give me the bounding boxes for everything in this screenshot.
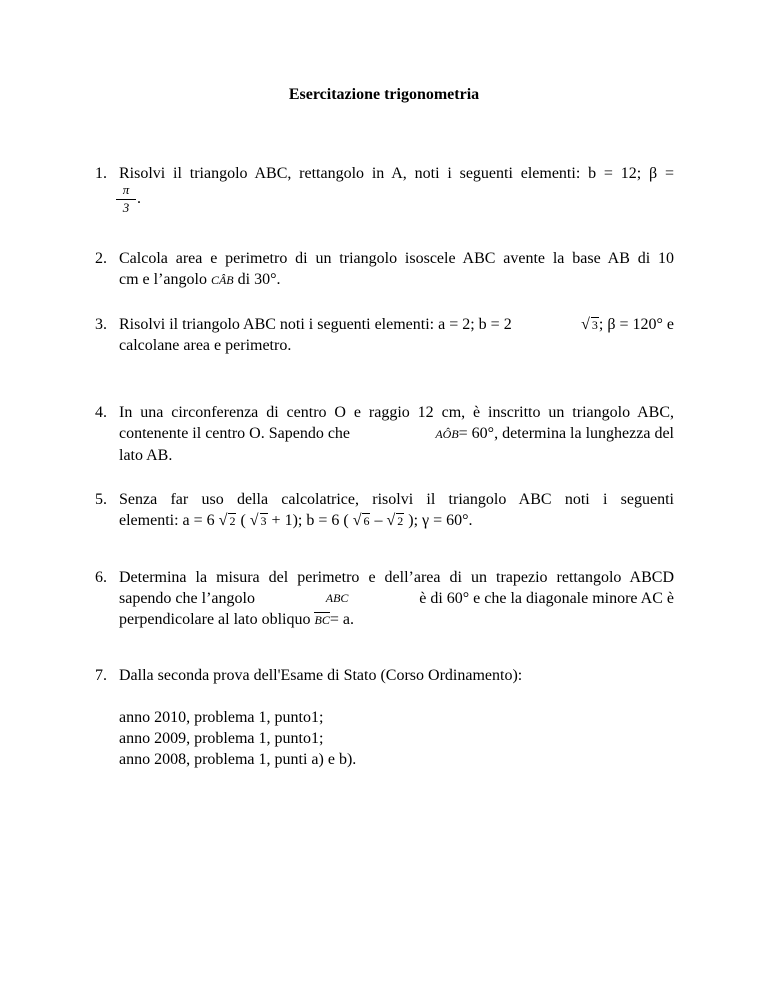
- exercise-text: calcolane area e perimetro.: [119, 337, 292, 354]
- exercise-7: [95, 665, 674, 770]
- exercise-number: 6.: [95, 569, 107, 586]
- list-item: anno 2010, problema 1, punto1;: [119, 709, 324, 726]
- angle-aob: AÔB: [435, 427, 459, 441]
- exercise-text: Risolvi il triangolo ABC, rettangolo in A, noti i seguenti elementi: b = 12; β =: [119, 165, 674, 182]
- exercise-text: Determina la misura del perimetro e dell’area di un trapezio rettangolo ABCD: [119, 569, 674, 586]
- exercise-text: cm e l’angolo: [119, 271, 207, 288]
- minus-sign: –: [374, 512, 383, 529]
- exercise-number: 4.: [95, 404, 107, 421]
- segment-bc: BC: [314, 613, 330, 627]
- exercise-text: + 1); b = 6 (: [271, 512, 349, 529]
- exercise-text: sapendo che l’angolo: [119, 590, 255, 607]
- exercise-4: [95, 402, 674, 466]
- exercise-text: lato AB.: [119, 447, 173, 464]
- exercise-text: Senza far uso della calcolatrice, risolvi il triangolo ABC noti i seguenti: [119, 491, 674, 508]
- sqrt-3: 3: [260, 514, 267, 528]
- exercise-number: 1.: [95, 165, 107, 182]
- fraction-denominator: 3: [122, 200, 130, 215]
- exercise-text: In una circonferenza di centro O e raggio 12 cm, è inscritto un triangolo ABC,: [119, 404, 674, 421]
- fraction-numerator: π: [122, 182, 130, 197]
- exercise-text: ; β = 120° e: [598, 316, 674, 333]
- sqrt-6: 6: [363, 514, 370, 528]
- exercise-text: Calcola area e perimetro di un triangolo isoscele ABC avente la base AB di 10: [119, 250, 674, 267]
- angle-abc: ABC: [325, 591, 349, 605]
- exercise-2: [95, 248, 674, 291]
- page-title: Esercitazione trigonometria: [288, 86, 480, 103]
- exercise-6: [95, 567, 674, 631]
- exercise-text: = a.: [329, 611, 354, 628]
- angle-cab: CÂB: [210, 273, 234, 287]
- exercise-text: perpendicolare al lato obliquo: [119, 611, 311, 628]
- exercise-text: è di 60° e che la diagonale minore AC è: [419, 590, 674, 607]
- sqrt-2: 2: [229, 514, 236, 528]
- fraction-tail: .: [137, 190, 141, 207]
- exercise-number: 2.: [95, 250, 107, 267]
- sqrt-2: 2: [397, 514, 404, 528]
- exercise-text: = 60°, determina la lunghezza del: [458, 425, 674, 442]
- exercise-number: 3.: [95, 316, 107, 333]
- exercise-5: 5. Senza far uso della calcolatrice, risolvi il triangolo ABC noti i seguenti elementi: a = 6 √ 2 ( √ 3 + 1); b = 6 ( √ 6 – √ 2 ); γ = 60°.: [95, 491, 674, 529]
- exercise-number: 5.: [95, 491, 107, 508]
- fraction-pi-over-3: [116, 182, 136, 216]
- exercise-text: elementi: a = 6: [119, 512, 215, 529]
- exercise-text: contenente il centro O. Sapendo che: [119, 425, 351, 442]
- exam-references: [119, 707, 674, 770]
- exercise-text: di 30°.: [237, 271, 281, 288]
- exercise-1: [95, 163, 674, 184]
- exercise-text: ); γ = 60°.: [408, 512, 473, 529]
- sqrt-3: 3: [591, 318, 598, 332]
- exercise-number: 7.: [95, 667, 107, 684]
- exercise-3: 3. Risolvi il triangolo ABC noti i seguenti elementi: a = 2; b = 2 √ 3; β = 120° e calcolane area e perimetro.: [95, 316, 674, 354]
- paren-open: (: [240, 512, 246, 529]
- exercise-text: Risolvi il triangolo ABC noti i seguenti elementi: a = 2; b = 2: [119, 316, 512, 333]
- list-item: anno 2008, problema 1, punti a) e b).: [119, 751, 357, 768]
- list-item: anno 2009, problema 1, punto1;: [119, 730, 324, 747]
- exercise-text: Dalla seconda prova dell'Esame di Stato (Corso Ordinamento):: [119, 667, 523, 684]
